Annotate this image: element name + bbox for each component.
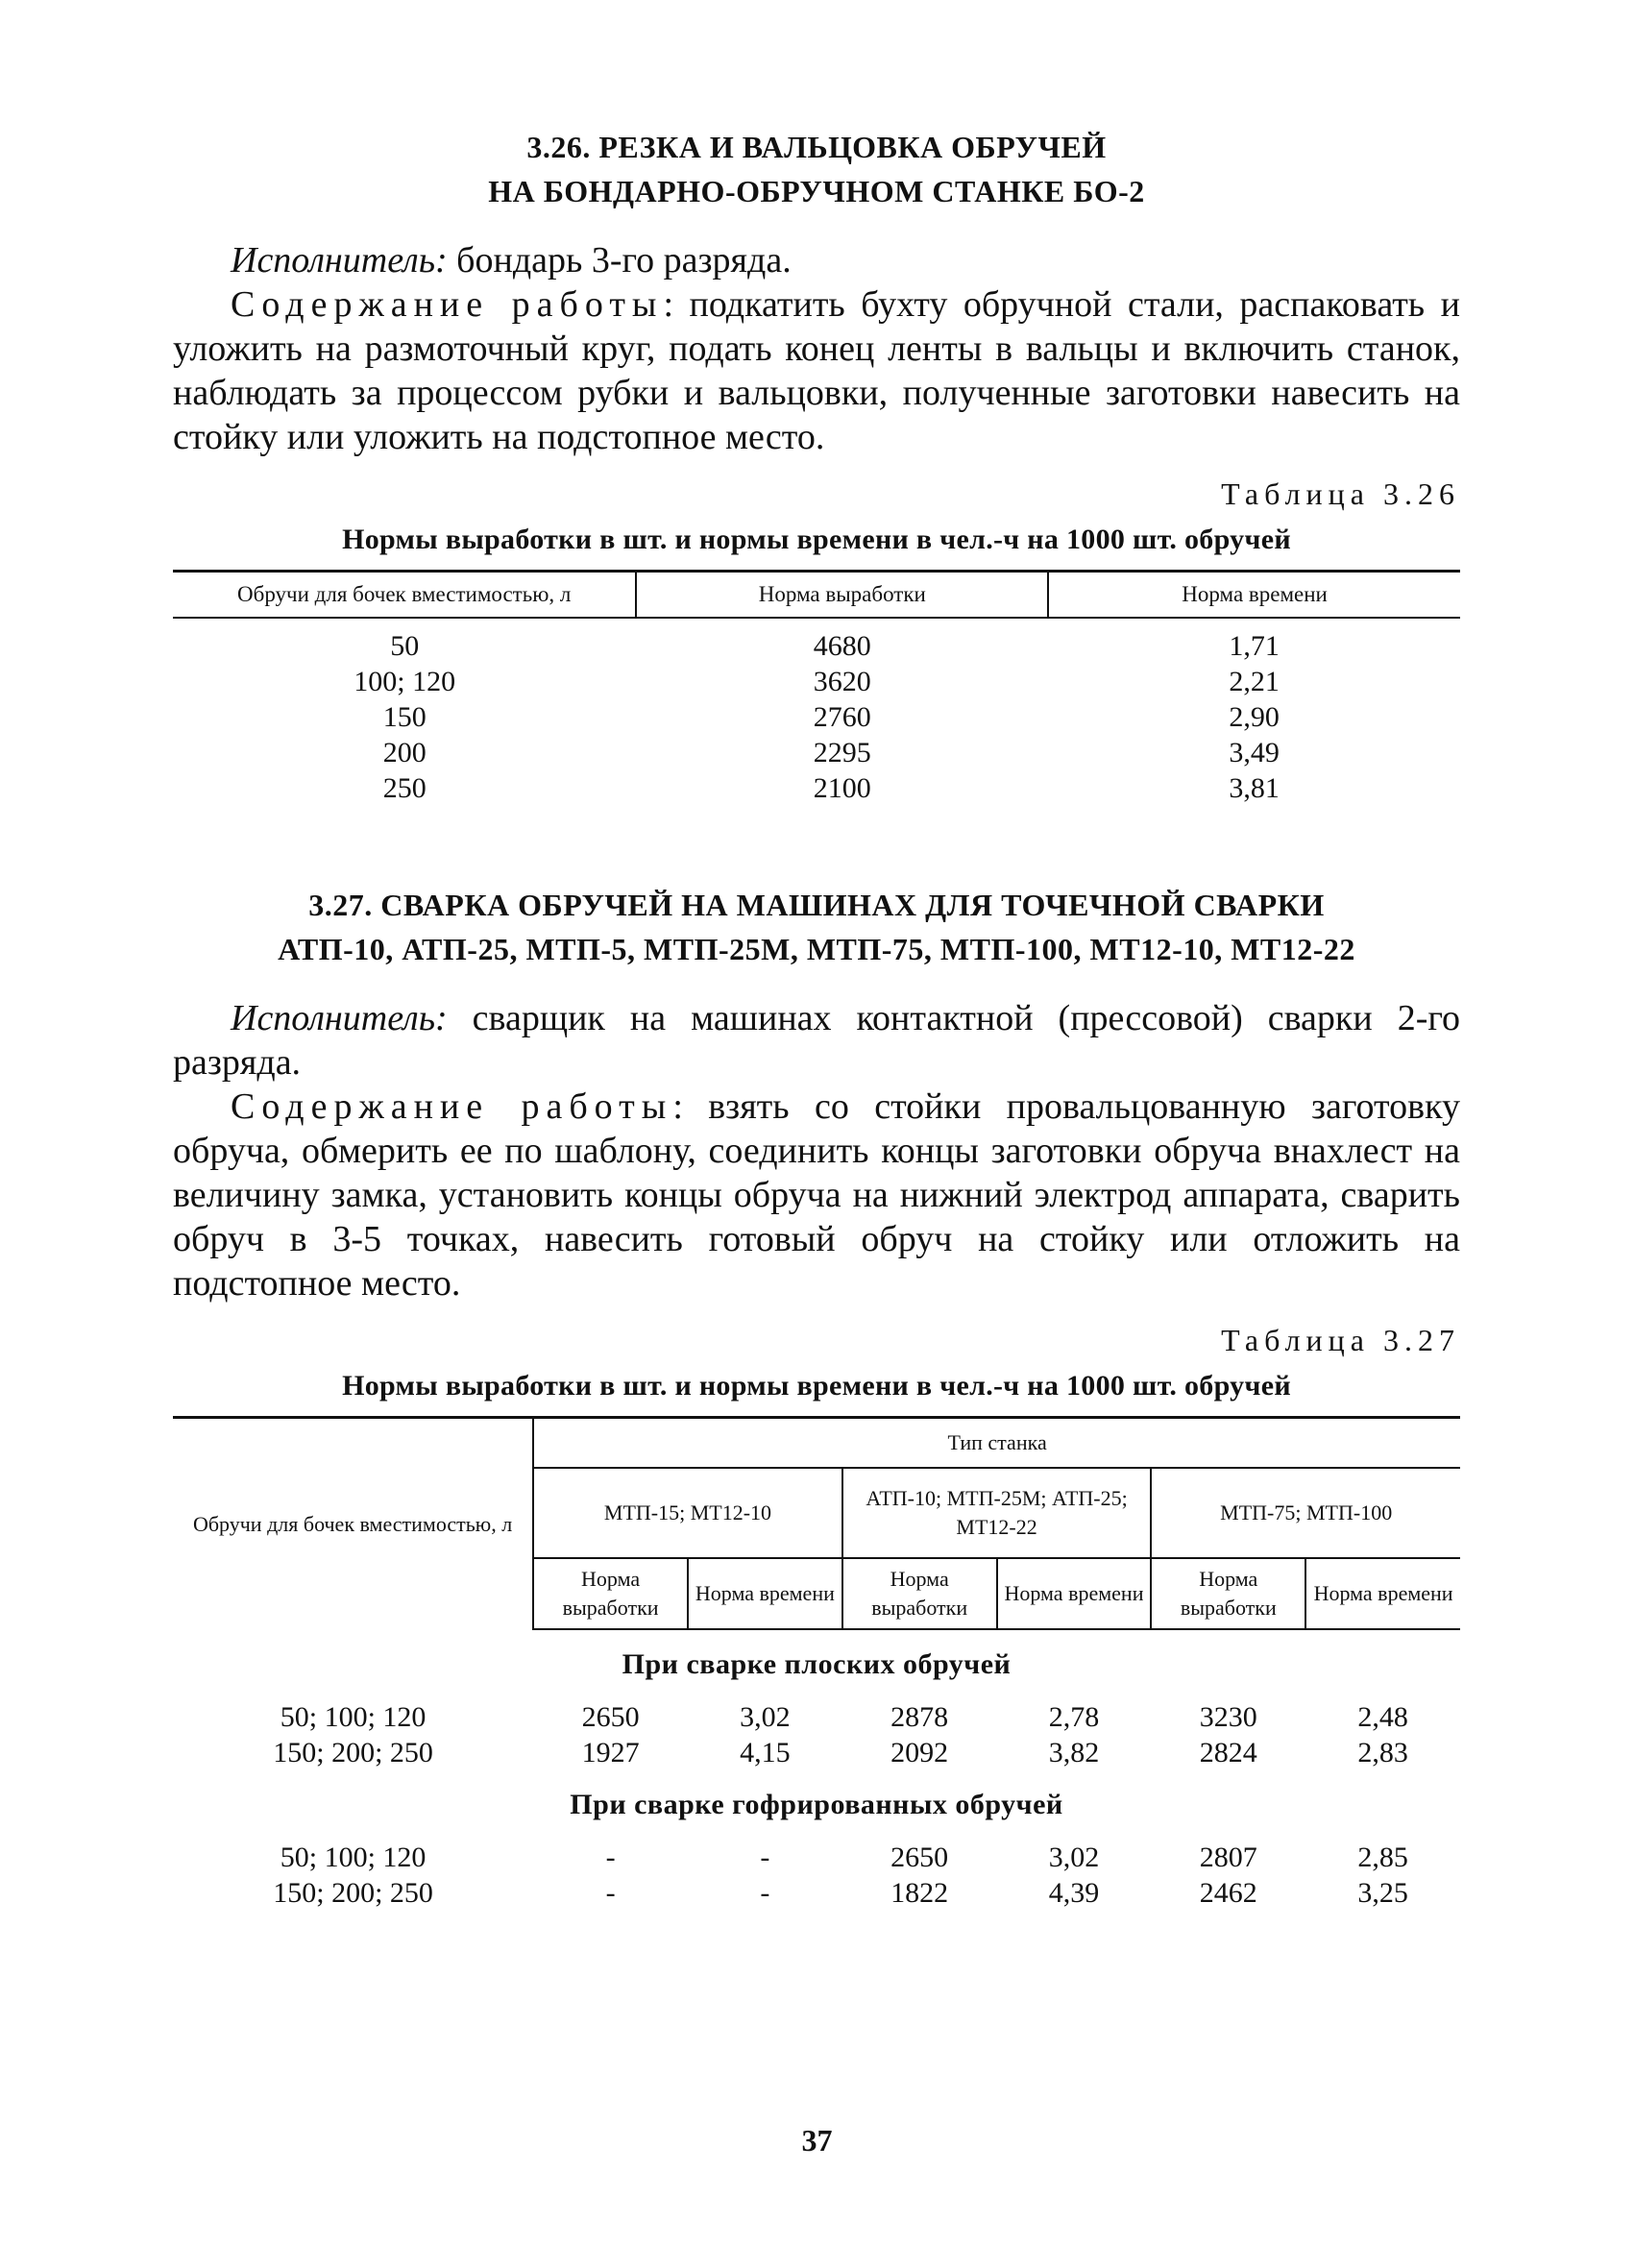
table-cell: 4680 bbox=[813, 629, 871, 662]
table-cell: 2650 bbox=[890, 1841, 949, 1873]
table-cell: 3,02 bbox=[1048, 1841, 1100, 1873]
table-cell: - bbox=[605, 1841, 616, 1873]
column-header: Норма времени bbox=[1048, 572, 1460, 619]
document-page bbox=[173, 125, 1460, 1911]
page-number: 37 bbox=[801, 2123, 833, 2158]
table-cell: 2,83 bbox=[1357, 1736, 1408, 1768]
section-title-line: 3.26. РЕЗКА И ВАЛЬЦОВКА ОБРУЧЕЙ bbox=[526, 130, 1107, 164]
table-cell: 1,71 bbox=[1229, 629, 1280, 662]
table-row bbox=[173, 1840, 1460, 1875]
content-text: : подкатить бухту обручной стали, распаковать и уложить на размоточный круг, подать конец ленты в вальцы и включить станок, наблюдать за процессом рубки и вальцовки, полученные заготовки навесить на стойку или уложить на подстопное место. bbox=[173, 284, 1460, 457]
subheader-time: Норма времени bbox=[1305, 1558, 1460, 1629]
table-cell: 3,02 bbox=[740, 1700, 791, 1733]
content-paragraph bbox=[173, 1085, 1460, 1305]
table-cell: 2824 bbox=[1199, 1736, 1257, 1768]
table-cell: 3,49 bbox=[1229, 736, 1280, 768]
table-3-26 bbox=[173, 570, 1460, 806]
table-cell: - bbox=[760, 1876, 770, 1909]
executor-text: сварщик на машинах контактной (прессовой) сварки 2-го разряда. bbox=[173, 998, 1460, 1083]
table-cell: 3,25 bbox=[1357, 1876, 1408, 1909]
machine-header: МТП-15; МТ12-10 bbox=[533, 1468, 842, 1558]
executor-label: Исполнитель: bbox=[231, 998, 448, 1038]
machine-header: МТП-75; МТП-100 bbox=[1151, 1468, 1460, 1558]
table-cell: 2100 bbox=[813, 771, 871, 804]
table-cell: 2760 bbox=[813, 700, 871, 733]
table-cell: 3,81 bbox=[1229, 771, 1280, 804]
table-cell: 3,82 bbox=[1048, 1736, 1100, 1768]
table-cell: 100; 120 bbox=[354, 665, 456, 697]
executor-paragraph bbox=[173, 238, 1460, 282]
table-3-27 bbox=[173, 1416, 1460, 1911]
machine-header: АТП-10; МТП-25М; АТП-25; МТ12-22 bbox=[842, 1468, 1152, 1558]
table-cell: 1822 bbox=[890, 1876, 949, 1909]
table-cell: 2,90 bbox=[1229, 700, 1280, 733]
subheader-output: Норма выработки bbox=[533, 1558, 688, 1629]
table-row bbox=[173, 735, 1460, 770]
table-cell: 2,21 bbox=[1229, 665, 1280, 697]
group-title-flat: При сварке плоских обручей bbox=[622, 1648, 1012, 1680]
executor-paragraph bbox=[173, 996, 1460, 1085]
table-cell: 4,15 bbox=[740, 1736, 791, 1768]
table-cell: 150; 200; 250 bbox=[273, 1736, 433, 1768]
section-title-line: НА БОНДАРНО-ОБРУЧНОМ СТАНКЕ БО-2 bbox=[488, 174, 1145, 208]
table-caption: Нормы выработки в шт. и нормы времени в чел.-ч на 1000 шт. обручей bbox=[342, 1370, 1291, 1402]
subheader-time: Норма времени bbox=[688, 1558, 842, 1629]
group-title-corrugated: При сварке гофрированных обручей bbox=[570, 1789, 1063, 1820]
table-cell: 50; 100; 120 bbox=[280, 1841, 427, 1873]
executor-label: Исполнитель: bbox=[231, 240, 448, 280]
table-cell: - bbox=[760, 1841, 770, 1873]
section-title-line: АТП-10, АТП-25, МТП-5, МТП-25М, МТП-75, МТП-100, МТ12-10, МТ12-22 bbox=[278, 932, 1355, 966]
table-cell: 250 bbox=[382, 771, 427, 804]
table-label: Таблица 3.26 bbox=[1221, 476, 1460, 511]
table-cell: 150; 200; 250 bbox=[273, 1876, 433, 1909]
table-row bbox=[173, 664, 1460, 699]
table-cell: 2295 bbox=[813, 736, 871, 768]
table-row bbox=[173, 1699, 1460, 1735]
column-header: Обручи для бочек вместимостью, л bbox=[173, 572, 636, 619]
table-cell: 3230 bbox=[1199, 1700, 1257, 1733]
table-cell: 2,85 bbox=[1357, 1841, 1408, 1873]
executor-text: бондарь 3-го разряда. bbox=[447, 240, 792, 280]
content-paragraph bbox=[173, 282, 1460, 459]
subheader-output: Норма выработки bbox=[1151, 1558, 1305, 1629]
table-cell: 3620 bbox=[813, 665, 871, 697]
section-3-26-title bbox=[173, 125, 1460, 213]
column-header: Норма выработки bbox=[636, 572, 1048, 619]
table-cell: 200 bbox=[382, 736, 427, 768]
content-label: Содержание работы bbox=[231, 284, 664, 325]
table-cell: 4,39 bbox=[1048, 1876, 1100, 1909]
section-3-27-title bbox=[173, 883, 1460, 971]
table-cell: 2807 bbox=[1199, 1841, 1257, 1873]
table-cell: 2,78 bbox=[1048, 1700, 1100, 1733]
table-cell: 2,48 bbox=[1357, 1700, 1408, 1733]
content-text: : взять со стойки провальцованную заготовку обруча, обмерить ее по шаблону, соединить концы заготовки обруча внахлест на величину замка, установить концы обруча на нижний электрод аппарата, сварить обруч в 3-5 точках, навесить готовый обруч на стойку или отложить на подстопное место. bbox=[173, 1086, 1460, 1304]
table-label: Таблица 3.27 bbox=[1221, 1323, 1460, 1357]
table-cell: 150 bbox=[382, 700, 427, 733]
table-row bbox=[173, 699, 1460, 735]
table-cell: 2462 bbox=[1199, 1876, 1257, 1909]
table-caption: Нормы выработки в шт. и нормы времени в чел.-ч на 1000 шт. обручей bbox=[342, 524, 1291, 555]
table-row bbox=[173, 1875, 1460, 1911]
table-cell: 2878 bbox=[890, 1700, 949, 1733]
subheader-output: Норма выработки bbox=[842, 1558, 997, 1629]
column-header-capacity: Обручи для бочек вместимостью, л bbox=[173, 1418, 533, 1630]
table-row bbox=[173, 1735, 1460, 1770]
table-cell: - bbox=[605, 1876, 616, 1909]
section-title-line: 3.27. СВАРКА ОБРУЧЕЙ НА МАШИНАХ ДЛЯ ТОЧЕЧНОЙ СВАРКИ bbox=[308, 888, 1325, 922]
table-row bbox=[173, 618, 1460, 664]
table-cell: 50; 100; 120 bbox=[280, 1700, 427, 1733]
table-cell: 1927 bbox=[581, 1736, 640, 1768]
table-cell: 50 bbox=[390, 629, 420, 662]
subheader-time: Норма времени bbox=[997, 1558, 1152, 1629]
table-cell: 2092 bbox=[890, 1736, 949, 1768]
column-header-machine-type: Тип станка bbox=[533, 1418, 1460, 1469]
table-row bbox=[173, 770, 1460, 806]
content-label: Содержание работы bbox=[231, 1086, 673, 1127]
section-spacer bbox=[173, 806, 1460, 883]
table-cell: 2650 bbox=[581, 1700, 640, 1733]
